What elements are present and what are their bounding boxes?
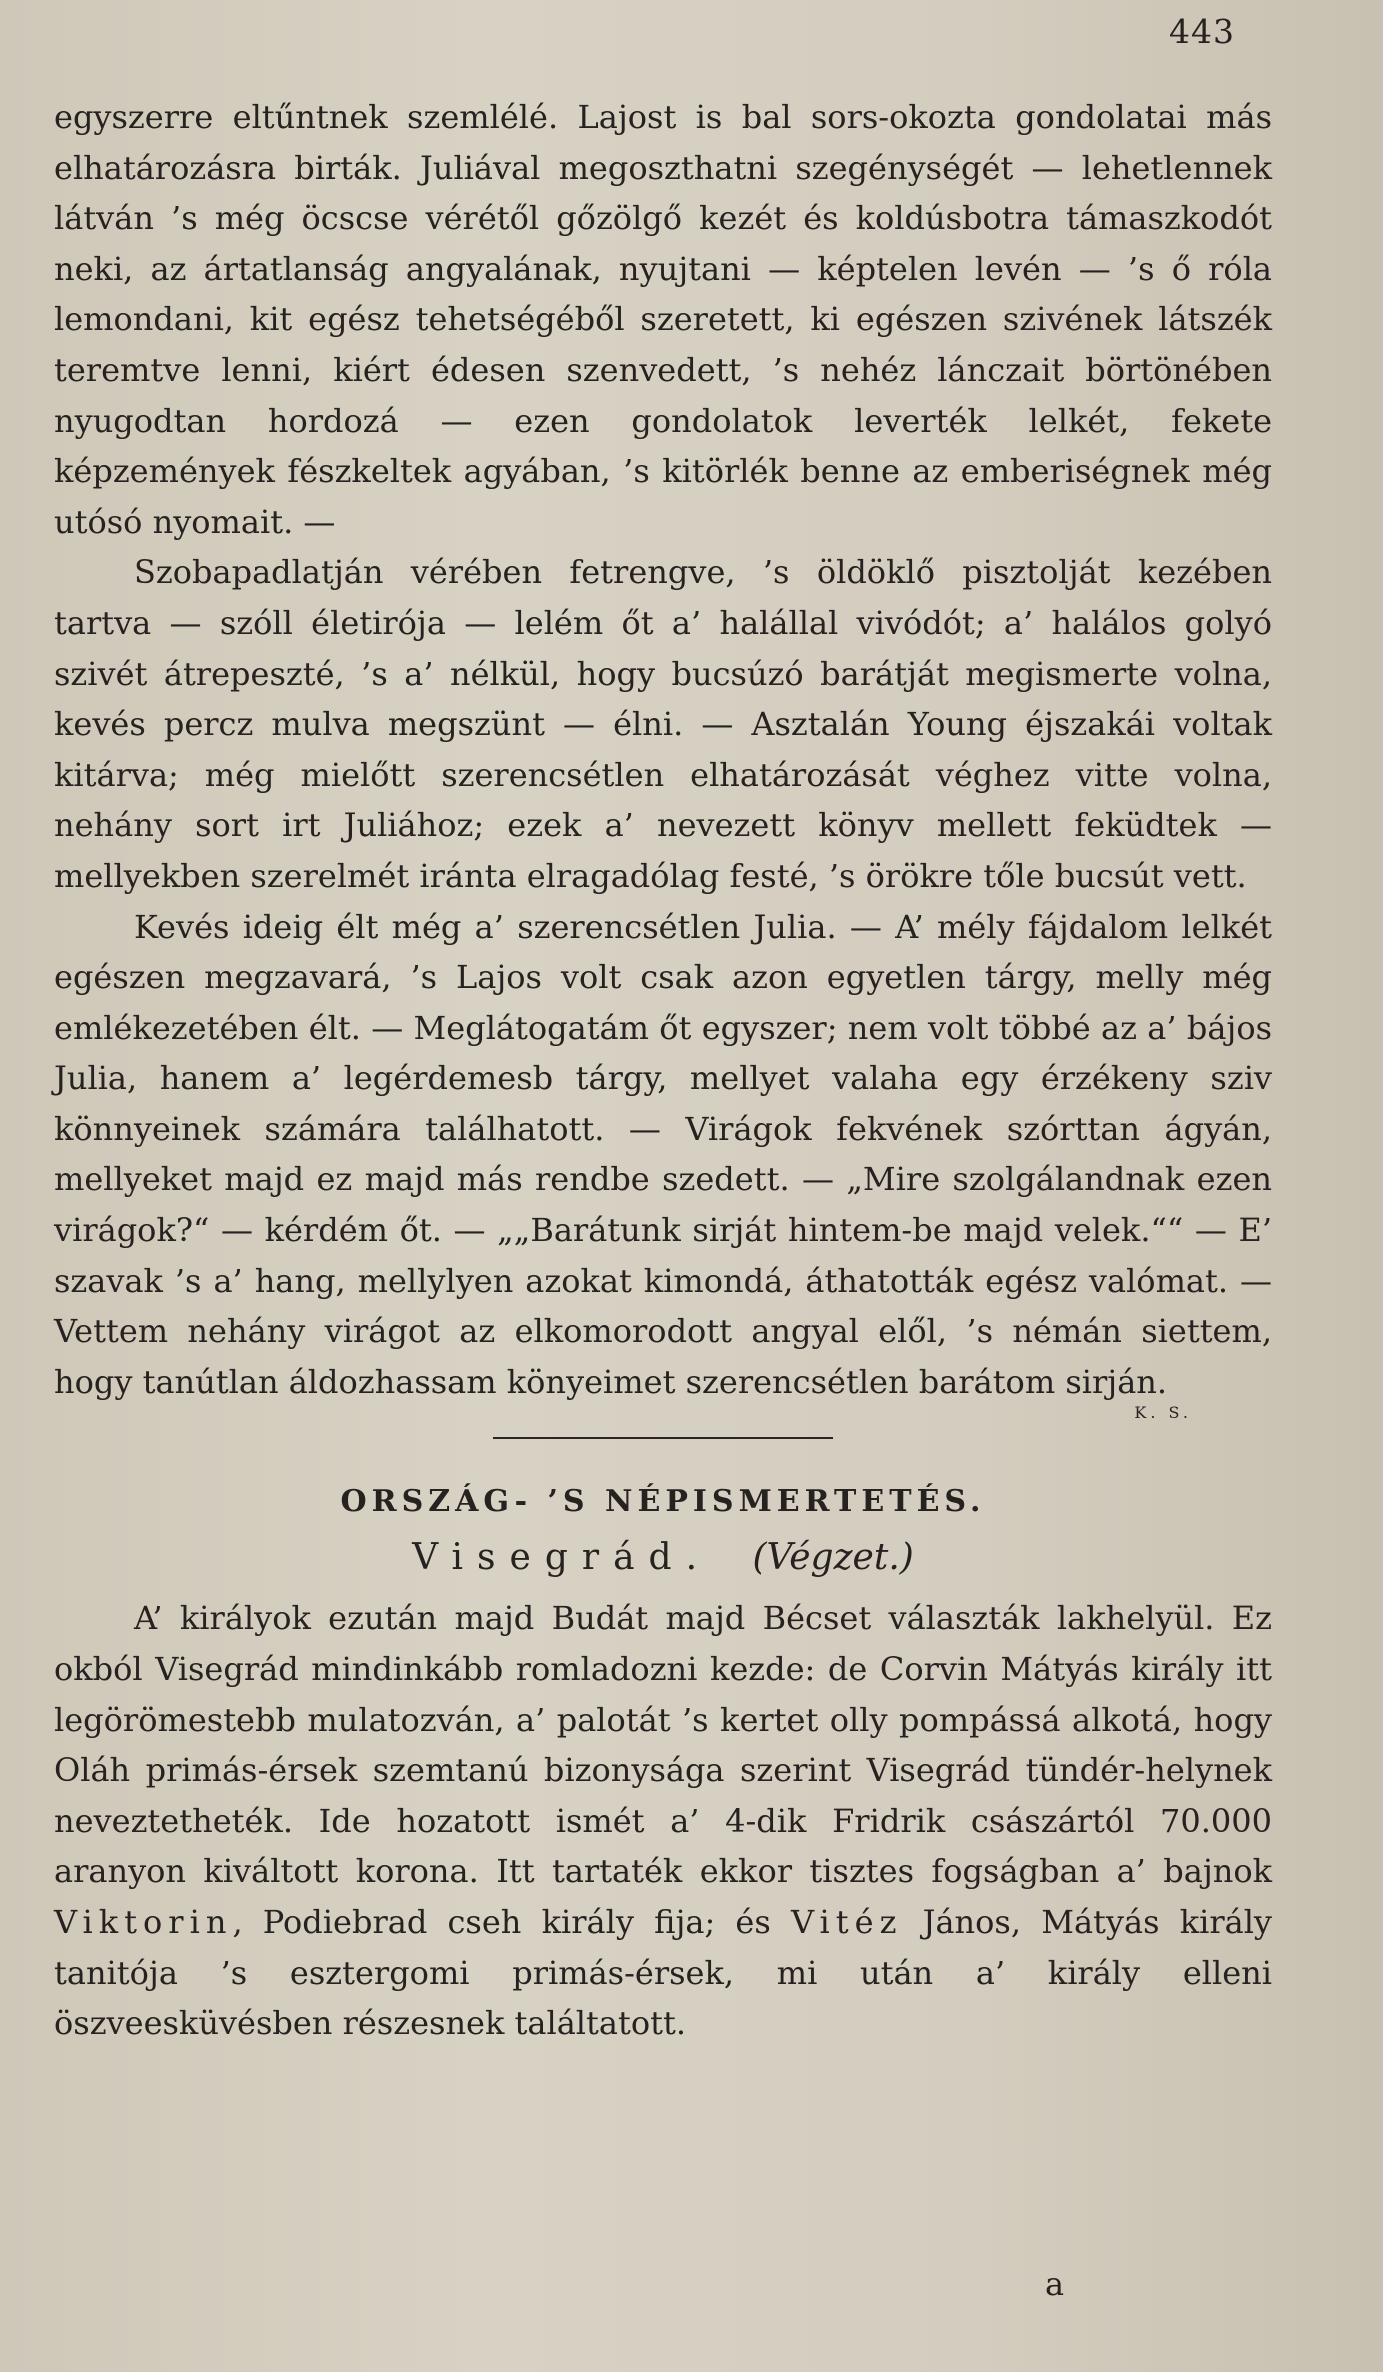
paragraph-visegrad-part1: A’ királyok ezután majd Budát majd Bécset választák lakhelyül. Ez okból Visegrád mindinkább romladozni kezde: de Corvin Mátyás király itt legörömestebb mulatozván, a’ palotát ’s kertet olly pompássá alkotá, hogy Oláh primás-érsek szemtanú bizonysága szerint Visegrád tündér-helynek neveztetheték. Ide hozatott ismét a’ 4-dik Fridrik császártól 70.000 aranyon kiváltott korona. Itt tartaték ekkor tisztes fogságban a’ bajnok	[54, 1599, 1272, 1891]
name-viktorin: Viktorin	[54, 1903, 233, 1941]
paragraph-death: Szobapadlatján vérében fetrengve, ’s öldöklő pisztolját kezében tartva — szóll életirója — lelém őt a’ halállal vivódót; a’ halálos golyó szivét átrepeszté, ’s a’ nélkül, hogy bucsúzó barátját megismerte volna, kevés percz mulva megszünt — élni. — Asztalán Young éjszakái voltak kitárva; még mielőtt szerencsétlen elhatározását véghez vitte volna, nehány sort irt Juliához; ezek a’ nevezett könyv mellett feküdtek — mellyekben szerelmét iránta elragadólag festé, ’s örökre tőle bucsút vett.	[54, 553, 1272, 895]
paragraph-julia: Kevés ideig élt még a’ szerencsétlen Julia. — A’ mély fájdalom lelkét egészen megzavará, ’s Lajos volt csak azon egyetlen tárgy, melly még emlékezetében élt. — Meglátogatám őt egyszer; nem volt többé az a’ bájos Julia, hanem a’ legérdemesb tárgy, mellyet valaha egy érzékeny sziv könnyeinek számára találhatott. — Virágok fekvének szórttan ágyán, mellyeket majd ez majd más rendbe szedett. — „Mire szolgálandnak ezen virágok?“ — kérdém őt. — „„Barátunk sirját hintem-be majd velek.““ — E’ szavak ’s a’ hang, mellylyen azokat kimondá, áthatották egész valómat. — Vettem nehány virágot az elkomorodott angyal elől, ’s némán siettem, hogy tanútlan áldozhassam könyeimet szerencsétlen barátom sirján.	[54, 907, 1272, 1401]
paragraph-lajos: egyszerre eltűntnek szemlélé. Lajost is bal sors-okozta gondolatai más elhatározásra birták. Juliával megoszthatni szegénységét — lehetlennek látván ’s még öcscse vérétől gőzölgő kezét és koldúsbotra támaszkodót neki, az ártatlanság angyalának, nyujtani — képtelen levén — ’s ő róla lemondani, kit egész tehetségéből szeretett, ki egészen szivének látszék teremtve lenni, kiért édesen szenvedett, ’s nehéz lánczait börtönében nyugodtan hordozá — ezen gondolatok leverték lelkét, fekete képzemények fészkeltek agyában, ’s kitörlék benne az emberiségnek még utósó nyomait. —	[54, 98, 1272, 541]
section-heading: ORSZÁG- ’S NÉPISMERTETÉS.	[340, 1484, 986, 1520]
article-title-note: (Végzet.)	[752, 1537, 914, 1579]
paragraph-visegrad	[54, 1593, 1272, 2048]
paragraph-visegrad-part3: János, Mátyás király tanitója ’s esztergomi primás-érsek, mi után a’ király elleni öszveesküvésben részesnek találtatott.	[54, 1903, 1273, 2043]
article-title	[54, 1531, 1272, 1585]
article-title-text: Visegrád.	[412, 1537, 712, 1579]
catchword: a	[1045, 2265, 1065, 2303]
page-number: 443	[1169, 12, 1235, 51]
author-signature: K. S.	[1134, 1403, 1192, 1423]
name-vitez: Vitéz	[791, 1903, 903, 1941]
page-body	[54, 92, 1272, 2049]
section-divider	[493, 1437, 833, 1439]
paragraph-visegrad-part2: , Podiebrad cseh király fija; és	[232, 1903, 771, 1941]
